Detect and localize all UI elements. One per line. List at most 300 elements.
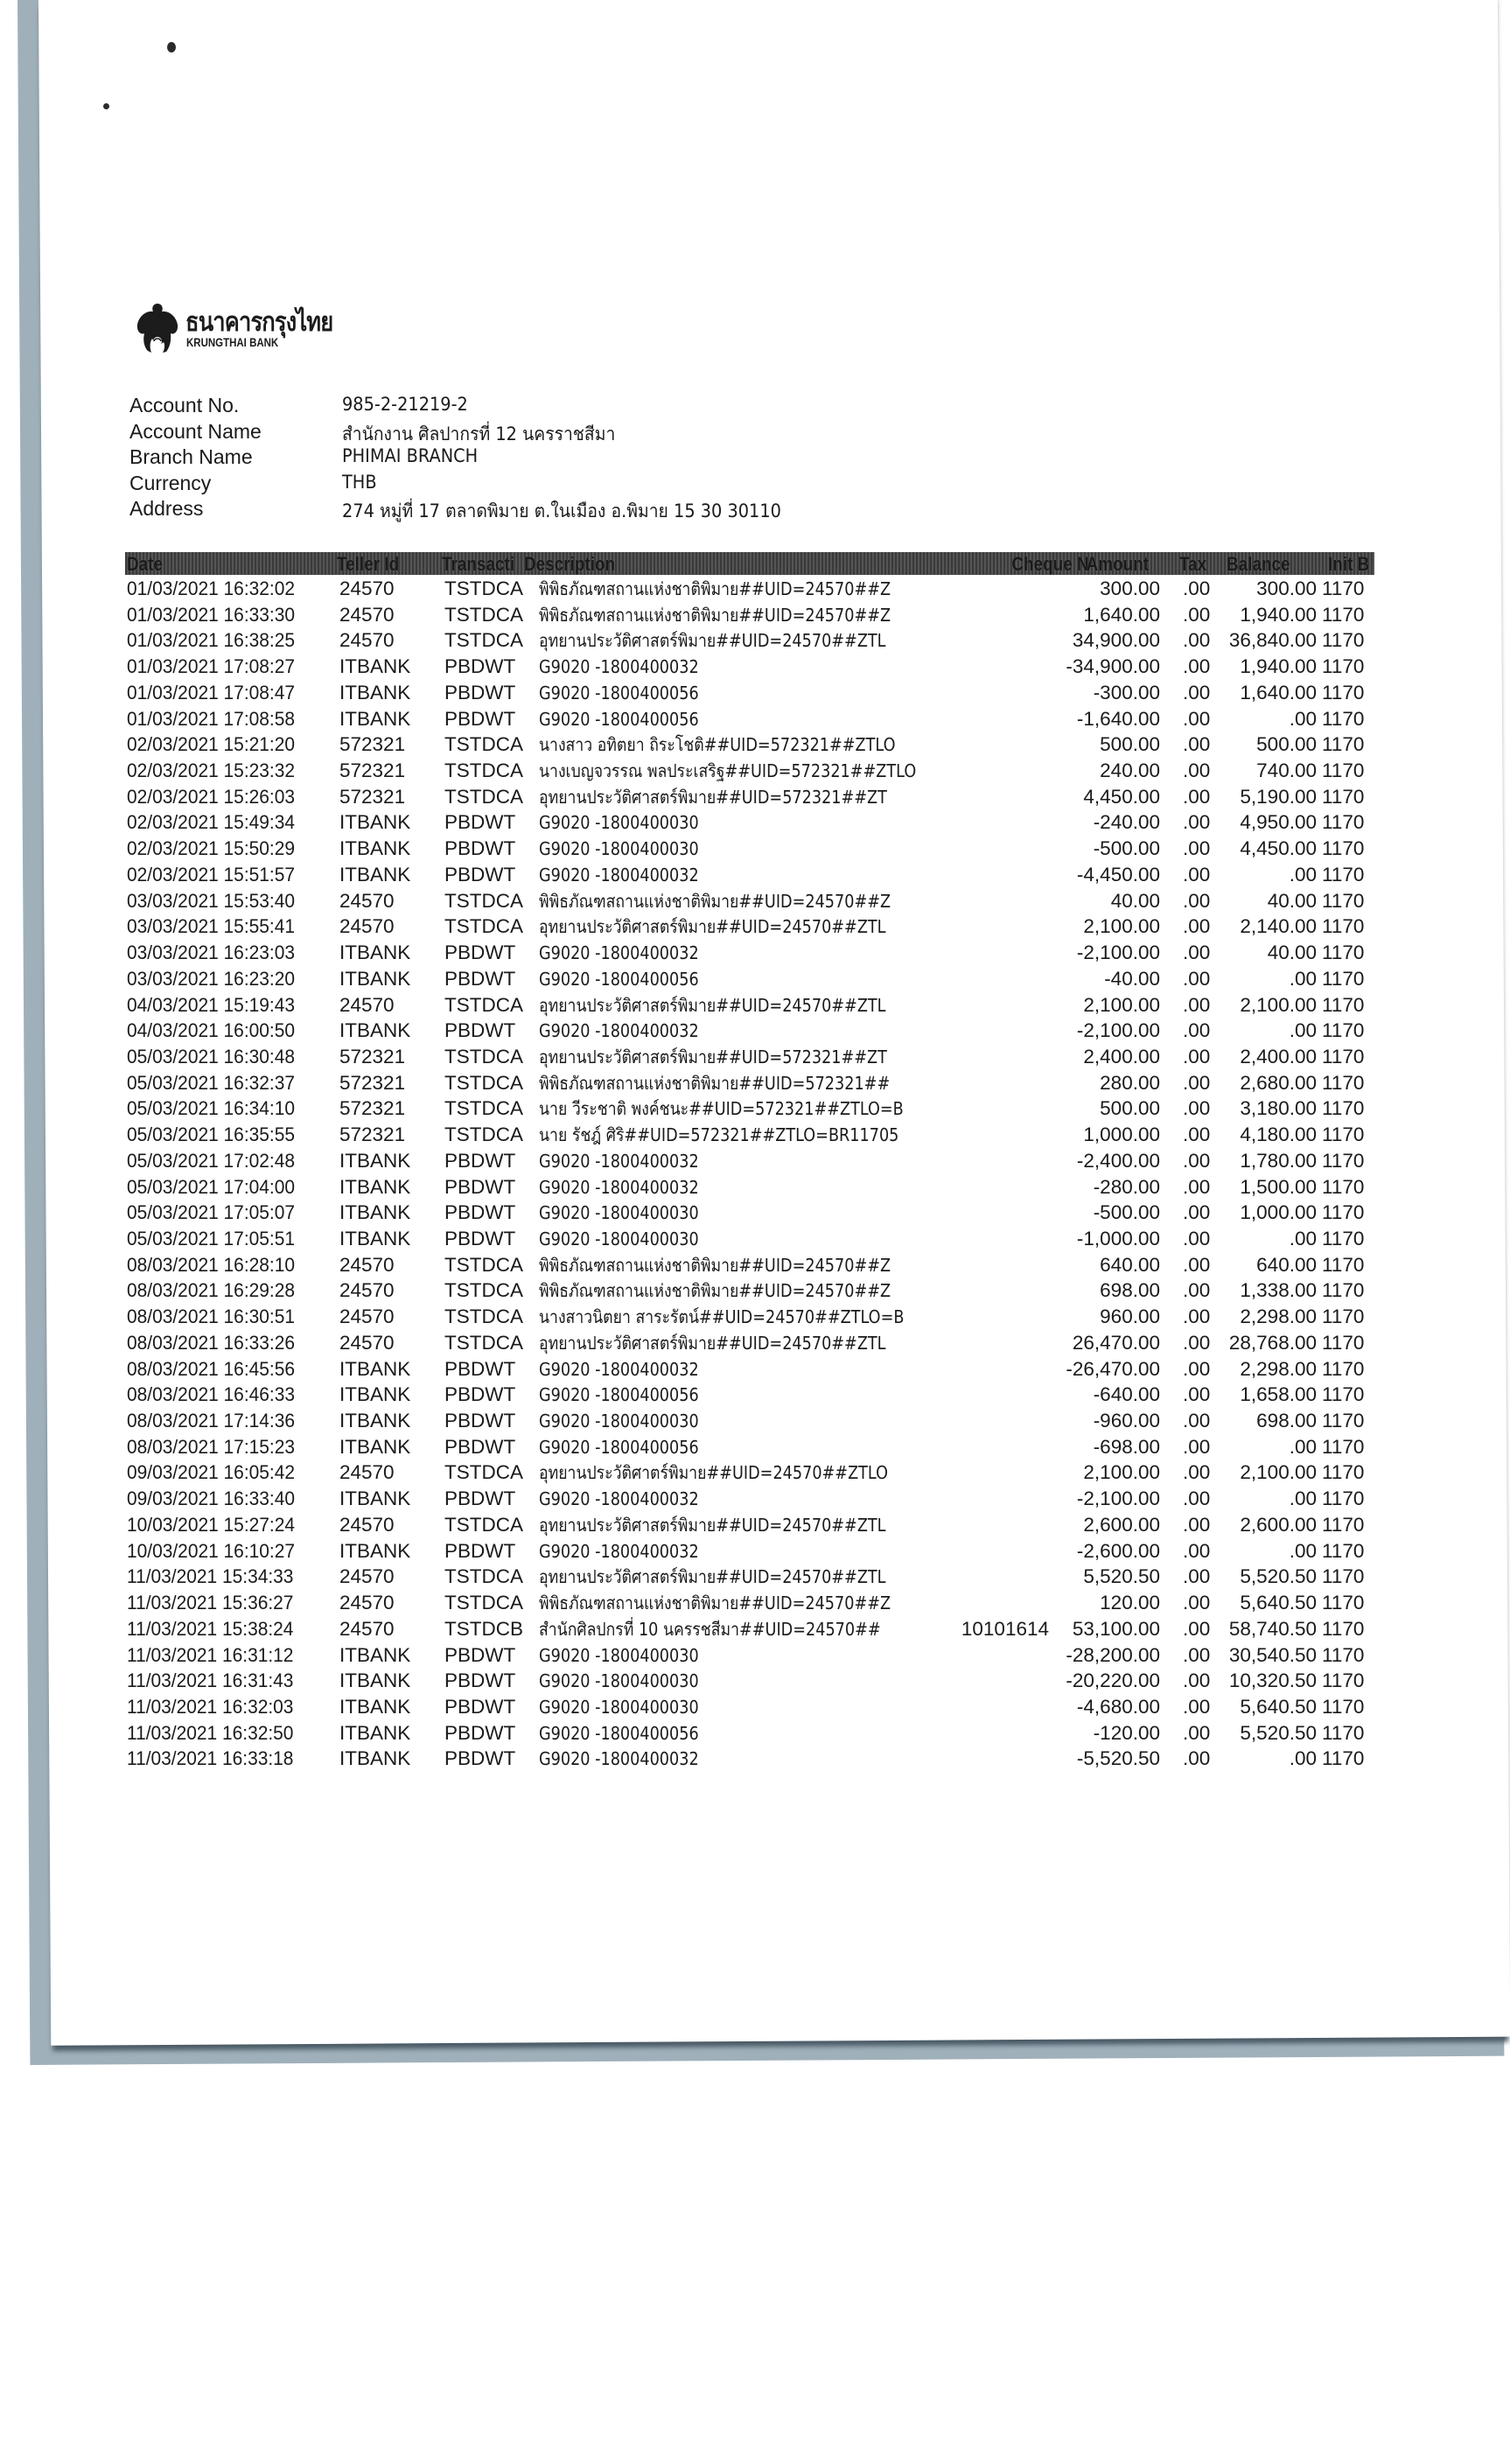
cell-init-balance: 1170 [1322,889,1365,912]
cell-transaction-code: PBDWT [444,1643,516,1666]
cell-balance: .00 [1289,863,1317,886]
cell-amount: 2,400.00 [1083,1045,1160,1068]
cell-transaction-code: PBDWT [444,1357,516,1380]
cell-transaction-code: TSTDCA [444,1071,523,1094]
cell-balance: 2,298.00 [1240,1357,1317,1380]
cell-transaction-code: PBDWT [444,942,516,964]
cell-tax: .00 [1183,1617,1211,1640]
table-row [0,1149,1510,1175]
cell-date: 01/03/2021 17:08:47 [127,681,296,704]
cell-balance: 4,180.00 [1240,1124,1317,1146]
cell-balance: 4,950.00 [1240,811,1317,834]
cell-init-balance: 1170 [1322,1019,1365,1042]
cell-description: G9020 -1800400030 [539,1202,699,1224]
cell-description: G9020 -1800400032 [539,1176,699,1198]
cell-teller-id: ITBANK [339,707,411,730]
cell-tax: .00 [1183,1201,1211,1224]
cell-description: อุทยานประวัติศาสตร์พิมาย##UID=572321##ZT [539,786,887,808]
cell-balance: 1,658.00 [1240,1383,1317,1406]
cell-balance: .00 [1289,1228,1317,1250]
cell-date: 03/03/2021 16:23:20 [127,967,296,990]
cell-tax: .00 [1183,1565,1211,1588]
cell-balance: 2,140.00 [1240,915,1317,938]
cell-balance: 5,520.50 [1240,1565,1317,1588]
cell-init-balance: 1170 [1322,811,1365,834]
cell-teller-id: ITBANK [339,1410,411,1432]
cell-tax: .00 [1183,1045,1211,1068]
garuda-bird-icon [136,300,179,354]
cell-balance: 58,740.50 [1228,1617,1317,1640]
cell-tax: .00 [1183,1357,1211,1380]
cell-transaction-code: TSTDCA [444,578,523,599]
cell-balance: 2,400.00 [1240,1045,1317,1068]
cell-amount: -4,450.00 [1076,863,1160,886]
cell-amount: 960.00 [1100,1306,1160,1328]
cell-transaction-code: PBDWT [444,967,516,990]
cell-balance: 5,640.50 [1240,1592,1317,1614]
cell-tax: .00 [1183,1488,1211,1510]
table-row [0,577,1510,603]
cell-tax: .00 [1183,1279,1211,1302]
table-row [0,1382,1510,1409]
cell-transaction-code: PBDWT [444,707,516,730]
cell-amount: 26,470.00 [1072,1331,1160,1354]
cell-teller-id: 24570 [339,915,395,938]
cell-description: G9020 -1800400030 [539,1670,699,1692]
table-row [0,914,1510,941]
cell-description: สำนักศิลปกรที่ 10 นครรชสีมา##UID=24570## [539,1618,881,1640]
cell-tax: .00 [1183,967,1211,990]
cell-date: 02/03/2021 15:21:20 [127,733,296,756]
cell-balance: 5,520.50 [1240,1721,1317,1744]
cell-balance: 28,768.00 [1228,1331,1317,1354]
cell-balance: 1,640.00 [1240,681,1317,704]
cell-tax: .00 [1183,1410,1211,1432]
cell-init-balance: 1170 [1322,1721,1365,1744]
cell-tax: .00 [1183,1306,1211,1328]
cell-tax: .00 [1183,1071,1211,1094]
cell-teller-id: ITBANK [339,1435,411,1458]
cell-amount: 2,100.00 [1083,993,1160,1016]
cell-transaction-code: PBDWT [444,1175,516,1198]
table-row [0,1643,1510,1670]
cell-init-balance: 1170 [1322,629,1365,652]
cell-transaction-code: TSTDCA [444,1513,523,1536]
cell-balance: 1,940.00 [1240,603,1317,626]
cell-tax: .00 [1183,733,1211,756]
cell-tax: .00 [1183,915,1211,938]
cell-init-balance: 1170 [1322,578,1365,599]
cell-amount: 500.00 [1100,1097,1160,1120]
table-row [0,941,1510,967]
table-row [0,863,1510,889]
cell-init-balance: 1170 [1322,1071,1365,1094]
cell-tax: .00 [1183,1331,1211,1354]
cell-amount: -698.00 [1093,1435,1160,1458]
column-header-teller-id: Teller Id [337,553,400,575]
cell-balance: 698.00 [1256,1410,1317,1432]
cell-amount: 40.00 [1110,889,1160,912]
cell-init-balance: 1170 [1322,760,1365,782]
cell-teller-id: 572321 [339,1124,406,1146]
table-row [0,603,1510,629]
cell-init-balance: 1170 [1322,707,1365,730]
table-row [0,1460,1510,1487]
cell-amount: -280.00 [1093,1175,1160,1198]
cell-balance: 2,100.00 [1240,993,1317,1016]
cell-teller-id: ITBANK [339,837,411,860]
cell-description: อุทยานประวัติศาสตร์พิมาย##UID=24570##ZTL [539,630,886,652]
cell-amount: 2,100.00 [1083,915,1160,938]
cell-amount: -2,100.00 [1076,1488,1160,1510]
cell-description: พิพิธภัณฑสถานแห่งชาติพิมาย##UID=572321## [539,1072,891,1094]
cell-tax: .00 [1183,1019,1211,1042]
cell-init-balance: 1170 [1322,915,1365,938]
cell-transaction-code: PBDWT [444,1383,516,1406]
cell-teller-id: 24570 [339,1461,395,1484]
cell-tax: .00 [1183,1747,1211,1770]
cell-teller-id: 24570 [339,1592,395,1614]
cell-date: 08/03/2021 16:29:28 [127,1279,296,1302]
cell-balance: .00 [1289,1539,1317,1562]
cell-date: 05/03/2021 17:02:48 [127,1149,296,1172]
column-header-tax: Tax [1179,553,1207,575]
cell-description: พิพิธภัณฑสถานแห่งชาติพิมาย##UID=24570##Z [539,1592,891,1614]
column-header-amount: Amount [1086,553,1149,575]
cell-balance: 40.00 [1267,889,1317,912]
cell-init-balance: 1170 [1322,1306,1365,1328]
cell-amount: 1,640.00 [1083,603,1160,626]
cell-amount: -20,220.00 [1066,1670,1160,1692]
table-row [0,1018,1510,1045]
cell-amount: 240.00 [1100,760,1160,782]
cell-transaction-code: PBDWT [444,1019,516,1042]
cell-amount: -2,600.00 [1076,1539,1160,1562]
cell-date: 05/03/2021 16:32:37 [127,1071,296,1094]
cell-date: 09/03/2021 16:33:40 [127,1488,296,1510]
column-header-cheque-no: Cheque N [1011,553,1089,575]
cell-tax: .00 [1183,942,1211,964]
scan-speck [103,103,109,109]
cell-tax: .00 [1183,1539,1211,1562]
cell-transaction-code: TSTDCA [444,993,523,1016]
cell-tax: .00 [1183,1383,1211,1406]
cell-tax: .00 [1183,578,1211,599]
cell-teller-id: ITBANK [339,1695,411,1718]
cell-transaction-code: PBDWT [444,1721,516,1744]
column-header-description: Description [524,553,616,575]
cell-amount: 53,100.00 [1072,1617,1160,1640]
table-row [0,1746,1510,1773]
cell-description: G9020 -1800400032 [539,1358,699,1380]
cell-teller-id: 24570 [339,1565,395,1588]
cell-tax: .00 [1183,603,1211,626]
cell-teller-id: 24570 [339,993,395,1016]
cell-transaction-code: TSTDCA [444,1565,523,1588]
column-header-balance: Balance [1227,553,1290,575]
cell-description: G9020 -1800400030 [539,812,699,834]
cell-date: 11/03/2021 16:32:03 [127,1695,294,1718]
cell-amount: -28,200.00 [1066,1643,1160,1666]
cell-amount: -1,640.00 [1076,707,1160,730]
cell-amount: -34,900.00 [1066,655,1160,678]
cell-balance: .00 [1289,1747,1317,1770]
cell-init-balance: 1170 [1322,1331,1365,1354]
cell-date: 08/03/2021 16:30:51 [127,1306,296,1328]
table-row [0,1539,1510,1565]
cell-date: 05/03/2021 17:04:00 [127,1175,296,1198]
cell-teller-id: 24570 [339,1513,395,1536]
cell-description: นาย รัชฎ์ ศิริ##UID=572321##ZTLO=BR11705 [539,1124,899,1146]
cell-init-balance: 1170 [1322,1539,1365,1562]
cell-description: G9020 -1800400032 [539,1020,699,1042]
cell-transaction-code: PBDWT [444,1488,516,1510]
cell-description: พิพิธภัณฑสถานแห่งชาติพิมาย##UID=24570##Z [539,578,891,599]
cell-description: พิพิธภัณฑสถานแห่งชาติพิมาย##UID=24570##Z [539,604,891,626]
cell-date: 05/03/2021 16:34:10 [127,1097,296,1120]
cell-init-balance: 1170 [1322,655,1365,678]
table-row [0,628,1510,654]
cell-description: G9020 -1800400032 [539,942,699,964]
table-row [0,967,1510,993]
table-row [0,1096,1510,1123]
cell-transaction-code: TSTDCA [444,1253,523,1276]
column-header-init-balance: Init B [1328,553,1370,575]
branch-name-value: PHIMAI BRANCH [342,445,479,466]
cell-teller-id: 572321 [339,1045,406,1068]
cell-description: G9020 -1800400032 [539,1540,699,1562]
cell-amount: -2,100.00 [1076,1019,1160,1042]
bank-logo [136,300,346,354]
cell-balance: .00 [1289,1488,1317,1510]
cell-balance: 1,500.00 [1240,1175,1317,1198]
cell-description: G9020 -1800400030 [539,838,699,860]
cell-amount: -1,000.00 [1076,1228,1160,1250]
cell-teller-id: ITBANK [339,1149,411,1172]
cell-amount: 4,450.00 [1083,785,1160,808]
cell-tax: .00 [1183,1228,1211,1250]
table-row [0,1357,1510,1383]
cell-init-balance: 1170 [1322,1461,1365,1484]
cell-amount: -640.00 [1093,1383,1160,1406]
cell-init-balance: 1170 [1322,1253,1365,1276]
cell-date: 05/03/2021 17:05:07 [127,1201,296,1224]
cell-date: 08/03/2021 16:45:56 [127,1357,296,1380]
cell-description: พิพิธภัณฑสถานแห่งชาติพิมาย##UID=24570##Z [539,1280,891,1302]
cell-tax: .00 [1183,1097,1211,1120]
cell-date: 11/03/2021 16:33:18 [127,1747,294,1770]
cell-init-balance: 1170 [1322,1747,1365,1770]
table-row [0,1200,1510,1227]
table-row [0,1487,1510,1513]
currency-label: Currency [129,471,212,494]
cell-teller-id: ITBANK [339,1357,411,1380]
cell-date: 05/03/2021 17:05:51 [127,1228,296,1250]
cell-init-balance: 1170 [1322,1565,1365,1588]
cell-teller-id: ITBANK [339,1019,411,1042]
cell-teller-id: ITBANK [339,1721,411,1744]
cell-balance: 640.00 [1256,1253,1317,1276]
bank-name-thai: ธนาคารกรุงไทย [185,307,333,338]
bank-name-english: KRUNGTHAI BANK [186,335,279,349]
table-row [0,1175,1510,1201]
cell-tax: .00 [1183,1670,1211,1692]
table-row [0,1513,1510,1539]
cell-teller-id: ITBANK [339,1539,411,1562]
cell-description: G9020 -1800400032 [539,1748,699,1770]
cell-init-balance: 1170 [1322,1279,1365,1302]
table-row [0,707,1510,733]
cell-amount: 2,100.00 [1083,1461,1160,1484]
cell-date: 11/03/2021 16:31:12 [127,1643,294,1666]
cell-init-balance: 1170 [1322,1643,1365,1666]
cell-balance: 1,338.00 [1240,1279,1317,1302]
cell-balance: 1,000.00 [1240,1201,1317,1224]
cell-teller-id: 24570 [339,1617,395,1640]
cell-date: 03/03/2021 15:55:41 [127,915,296,938]
cell-teller-id: 24570 [339,1306,395,1328]
address-label: Address [129,497,204,520]
cell-date: 08/03/2021 16:28:10 [127,1253,296,1276]
cell-description: G9020 -1800400032 [539,864,699,886]
cell-cheque-no: 10101614 [961,1617,1049,1640]
cell-init-balance: 1170 [1322,837,1365,860]
account-number-label: Account No. [129,394,240,416]
cell-init-balance: 1170 [1322,785,1365,808]
table-row [0,1071,1510,1097]
cell-teller-id: ITBANK [339,1747,411,1770]
cell-description: G9020 -1800400032 [539,1488,699,1510]
scan-speck [167,42,176,52]
cell-transaction-code: TSTDCA [444,1306,523,1328]
cell-description: G9020 -1800400056 [539,1384,699,1406]
cell-amount: -240.00 [1093,811,1160,834]
cell-amount: 698.00 [1100,1279,1160,1302]
cell-balance: 2,298.00 [1240,1306,1317,1328]
cell-transaction-code: TSTDCA [444,785,523,808]
cell-teller-id: 572321 [339,1071,406,1094]
table-header [125,552,1374,575]
cell-date: 04/03/2021 16:00:50 [127,1019,296,1042]
cell-description: นางสาวนิตยา สาระรัตน์##UID=24570##ZTLO=B [539,1306,905,1328]
cell-date: 03/03/2021 16:23:03 [127,942,296,964]
cell-transaction-code: PBDWT [444,811,516,834]
cell-transaction-code: PBDWT [444,1228,516,1250]
cell-init-balance: 1170 [1322,863,1365,886]
table-row [0,1227,1510,1253]
cell-transaction-code: PBDWT [444,1695,516,1718]
table-row [0,1617,1510,1643]
cell-transaction-code: PBDWT [444,863,516,886]
cell-tax: .00 [1183,837,1211,860]
cell-tax: .00 [1183,1695,1211,1718]
cell-init-balance: 1170 [1322,1617,1365,1640]
cell-date: 09/03/2021 16:05:42 [127,1461,296,1484]
cell-description: G9020 -1800400030 [539,1228,699,1250]
cell-description: อุทยานประวัติศาตร์พิมาย##UID=24570##ZTLO [539,1462,888,1484]
cell-date: 11/03/2021 16:32:50 [127,1721,294,1744]
table-row [0,1564,1510,1591]
cell-date: 04/03/2021 15:19:43 [127,993,296,1016]
cell-tax: .00 [1183,1513,1211,1536]
cell-balance: 40.00 [1267,942,1317,964]
cell-teller-id: ITBANK [339,1383,411,1406]
cell-date: 02/03/2021 15:23:32 [127,760,296,782]
cell-amount: 1,000.00 [1083,1124,1160,1146]
cell-description: G9020 -1800400030 [539,1644,699,1666]
cell-amount: 120.00 [1100,1592,1160,1614]
cell-teller-id: 572321 [339,1097,406,1120]
cell-amount: -300.00 [1093,681,1160,704]
cell-description: G9020 -1800400056 [539,968,699,990]
cell-description: G9020 -1800400032 [539,656,699,678]
cell-transaction-code: PBDWT [444,1149,516,1172]
cell-init-balance: 1170 [1322,967,1365,990]
column-header-transaction: Transacti [442,553,515,575]
cell-init-balance: 1170 [1322,1488,1365,1510]
cell-tax: .00 [1183,655,1211,678]
cell-tax: .00 [1183,1435,1211,1458]
cell-teller-id: 24570 [339,603,395,626]
cell-init-balance: 1170 [1322,1435,1365,1458]
cell-transaction-code: TSTDCA [444,629,523,652]
cell-amount: -500.00 [1093,1201,1160,1224]
cell-amount: -5,520.50 [1076,1747,1160,1770]
cell-amount: -500.00 [1093,837,1160,860]
address-value: 274 หมู่ที่ 17 ตลาดพิมาย ต.ในเมือง อ.พิมาย 15 30 30110 [342,500,781,522]
cell-description: อุทยานประวัติศาสตร์พิมาย##UID=24570##ZTL [539,994,886,1016]
cell-date: 10/03/2021 15:27:24 [127,1513,296,1536]
cell-tax: .00 [1183,993,1211,1016]
cell-init-balance: 1170 [1322,1201,1365,1224]
cell-description: G9020 -1800400030 [539,1696,699,1718]
table-row [0,759,1510,785]
cell-balance: .00 [1289,707,1317,730]
cell-amount: -2,400.00 [1076,1149,1160,1172]
cell-teller-id: 24570 [339,1331,395,1354]
cell-transaction-code: TSTDCA [444,1592,523,1614]
cell-transaction-code: TSTDCA [444,1124,523,1146]
table-row [0,1591,1510,1617]
cell-date: 02/03/2021 15:49:34 [127,811,296,834]
cell-tax: .00 [1183,1124,1211,1146]
cell-amount: 300.00 [1100,578,1160,599]
cell-description: อุทยานประวัติศาสตร์พิมาย##UID=572321##ZT [539,1046,887,1068]
table-row [0,785,1510,811]
cell-teller-id: 24570 [339,1253,395,1276]
cell-balance: 300.00 [1256,578,1317,599]
cell-amount: -120.00 [1093,1721,1160,1744]
cell-balance: .00 [1289,1019,1317,1042]
cell-balance: 500.00 [1256,733,1317,756]
cell-date: 11/03/2021 16:31:43 [127,1670,294,1692]
table-row [0,1721,1510,1747]
cell-balance: .00 [1289,1435,1317,1458]
cell-teller-id: ITBANK [339,1175,411,1198]
table-row [0,1253,1510,1279]
cell-teller-id: ITBANK [339,681,411,704]
cell-init-balance: 1170 [1322,993,1365,1016]
cell-amount: -2,100.00 [1076,942,1160,964]
cell-description: พิพิธภัณฑสถานแห่งชาติพิมาย##UID=24570##Z [539,1254,891,1276]
cell-balance: 1,780.00 [1240,1149,1317,1172]
cell-init-balance: 1170 [1322,1045,1365,1068]
cell-teller-id: ITBANK [339,1228,411,1250]
table-row [0,993,1510,1019]
cell-teller-id: ITBANK [339,655,411,678]
cell-balance: 3,180.00 [1240,1097,1317,1120]
cell-tax: .00 [1183,1592,1211,1614]
